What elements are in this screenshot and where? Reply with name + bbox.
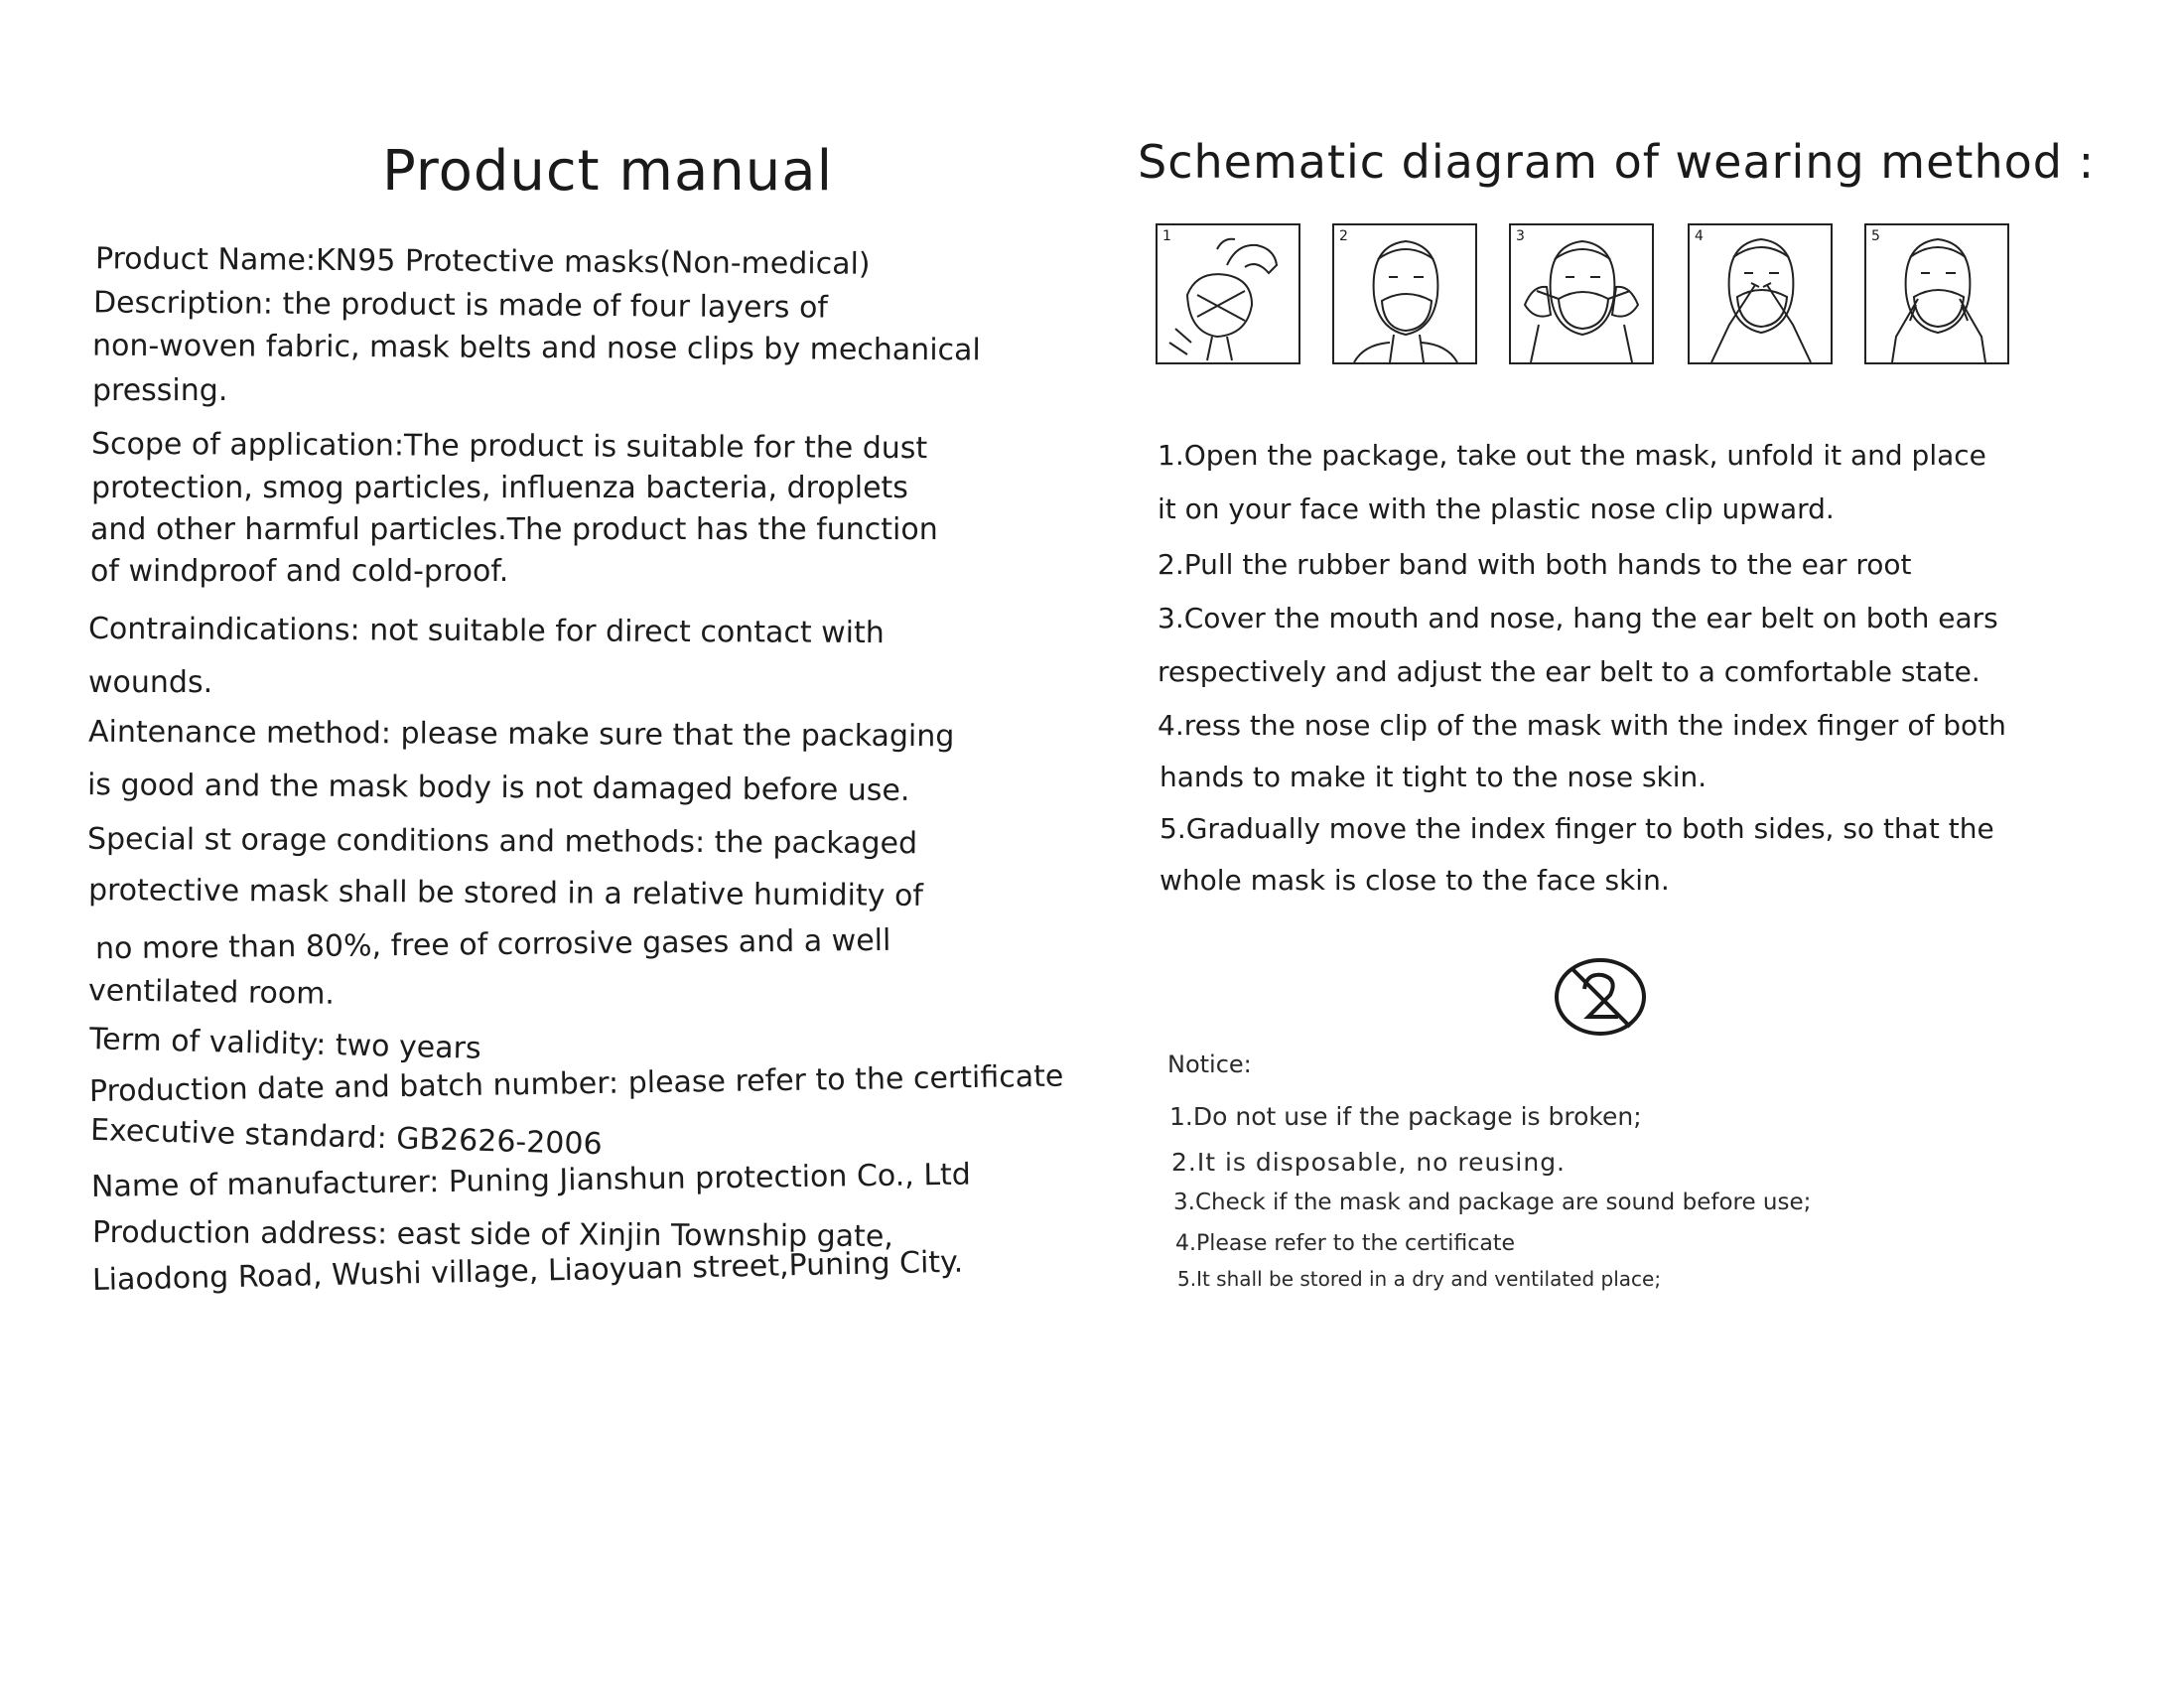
unfold-mask-illustration [1158, 225, 1298, 362]
wearing-step-panel [1688, 223, 1833, 364]
wearing-step-panel [1509, 223, 1654, 364]
do-not-reuse-icon [1551, 955, 1650, 1039]
face-mask-illustration [1334, 225, 1475, 362]
manual-line: wounds. [88, 665, 213, 700]
manual-line: Product Name:KN95 Protective masks(Non-medical) [94, 241, 871, 282]
manual-line: non-woven fabric, mask belts and nose clips by mechanical [91, 328, 981, 368]
manual-line: Liaodong Road, Wushi village, Liaoyuan street,Puning City. [91, 1244, 964, 1298]
wearing-step-panel [1864, 223, 2009, 364]
notice-title: Notice: [1167, 1051, 1252, 1078]
manual-line: is good and the mask body is not damaged before use. [86, 768, 910, 808]
press-nose-clip-illustration [1690, 225, 1831, 362]
notice-line: 5.It shall be stored in a dry and ventilated place; [1177, 1267, 1662, 1291]
manual-line: of windproof and cold-proof. [90, 554, 509, 589]
wearing-step-panel [1332, 223, 1477, 364]
manual-line: Description: the product is made of four layers of [92, 285, 829, 326]
step-line: 2.Pull the rubber band with both hands to the ear root [1158, 548, 1912, 581]
manual-line: Production address: east side of Xinjin Township gate, [91, 1214, 893, 1255]
step-line: 3.Cover the mouth and nose, hang the ear belt on both ears [1158, 602, 1998, 634]
panel-number: 2 [1339, 228, 1348, 244]
manual-line: Aintenance method: please make sure that the packaging [87, 714, 955, 755]
step-line: 4.ress the nose clip of the mask with the index finger of both [1158, 709, 2006, 742]
step-line: 1.Open the package, take out the mask, unfold it and place [1158, 439, 1986, 472]
manual-line: Name of manufacturer: Puning Jianshun protection Co., Ltd [90, 1157, 972, 1204]
schematic-title: Schematic diagram of wearing method : [1138, 135, 2096, 189]
manual-line: and other harmful particles.The product has the function [90, 512, 938, 547]
notice-line: 2.It is disposable, no reusing. [1171, 1148, 1567, 1177]
step-line: whole mask is close to the face skin. [1160, 864, 1670, 897]
manual-line: protective mask shall be stored in a relative humidity of [87, 873, 924, 913]
manual-line: Scope of application:The product is suitable for the dust [90, 426, 928, 467]
hang-ear-belt-illustration [1511, 225, 1652, 362]
panel-number: 3 [1516, 228, 1525, 244]
adjust-mask-illustration [1866, 225, 2007, 362]
panel-number: 4 [1695, 228, 1704, 244]
step-line: respectively and adjust the ear belt to a comfortable state. [1158, 655, 1980, 688]
manual-line: ventilated room. [87, 973, 336, 1012]
panel-number: 5 [1871, 228, 1880, 244]
notice-line: 4.Please refer to the certificate [1175, 1231, 1515, 1256]
manual-line: pressing. [92, 373, 228, 408]
step-line: it on your face with the plastic nose clip upward. [1158, 492, 1835, 525]
notice-line: 3.Check if the mask and package are sound before use; [1173, 1190, 1812, 1215]
wearing-step-panel [1156, 223, 1300, 364]
manual-line: Executive standard: GB2626-2006 [89, 1112, 604, 1163]
step-line: 5.Gradually move the index finger to both sides, so that the [1160, 812, 1994, 845]
page-title: Product manual [382, 139, 834, 204]
manual-line: Production date and batch number: please refer to the certificate [88, 1058, 1064, 1109]
panel-number: 1 [1162, 228, 1171, 244]
manual-line: no more than 80%, free of corrosive gases and a well [94, 922, 891, 967]
notice-line: 1.Do not use if the package is broken; [1169, 1102, 1642, 1131]
step-line: hands to make it tight to the nose skin. [1160, 761, 1707, 793]
manual-line: protection, smog particles, influenza bacteria, droplets [91, 471, 908, 505]
manual-line: Term of validity: two years [88, 1022, 481, 1066]
manual-line: Contraindications: not suitable for direct contact with [87, 611, 885, 651]
manual-line: Special st orage conditions and methods: the packaged [86, 821, 918, 862]
